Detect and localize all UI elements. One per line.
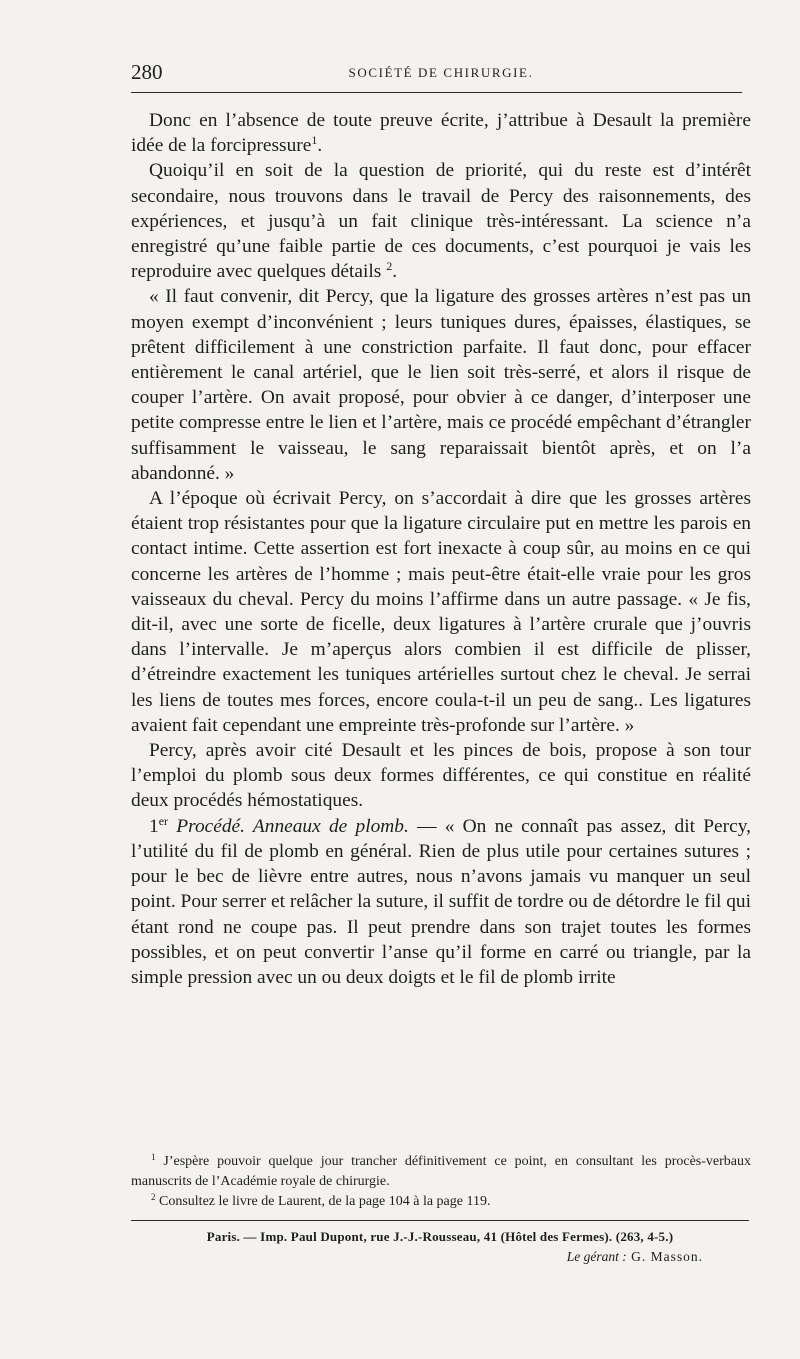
paragraph-2-text: Quoiqu’il en soit de la question de priorité, qui du reste est d’intérêt secondaire, nous trouvons dans le travail de Percy des raisonnements, des expériences, et jusqu’à un fait clinique très-intéressant. La science n’a enregistré qu’une faible partie de ces documents, c’est pourquoi je vais les reproduire avec quelques détails (131, 160, 751, 283)
page-number: 280 (131, 60, 163, 84)
paragraph-6-text: — « On ne connaît pas assez, dit Percy, l’utilité du fil de plomb en général. Rien de plus utile pour certaines sutures ; pour le bec de lièvre entre autres, nous n’avons jamais vu manquer un seul point. Pour serrer et relâcher la suture, il suffit de tordre ou de détordre le fil qui étant rond ne coupe pas. Il peut prendre dans son trajet toutes les formes possibles, et on peut convertir l’anse qu’il forme en carré ou triangle, par la simple pression avec un ou deux doigts et le fil de plomb irrite (131, 815, 752, 988)
footer-rule (131, 1220, 749, 1221)
procedure-heading: Procédé. Anneaux de plomb. (176, 815, 409, 837)
footnote-2-mark: 2 (151, 1192, 156, 1202)
body-text (131, 108, 751, 990)
imprint (131, 1227, 749, 1267)
gerant-label: Le gérant : (566, 1249, 627, 1264)
signature (131, 1247, 749, 1267)
paragraph-1 (131, 108, 751, 158)
paragraph-2 (131, 158, 751, 284)
gerant-name: G. Masson. (626, 1249, 703, 1264)
footnote-ref-2: 2 (386, 259, 393, 274)
header-rule (131, 92, 742, 93)
paragraph-2-end: . (392, 261, 398, 283)
page-header (131, 56, 751, 90)
paragraph-1-end: . (317, 135, 323, 157)
procedure-ordinal: er (158, 813, 169, 828)
footnotes (131, 1152, 751, 1212)
footnote-2 (131, 1192, 751, 1212)
footnote-1-text: J’espère pouvoir quelque jour trancher définitivement ce point, en consultant les procès-verbaux manuscrits de l’Académie royale de chirurgie. (131, 1154, 751, 1189)
footnote-2-text: Consultez le livre de Laurent, de la page 104 à la page 119. (155, 1194, 491, 1209)
paragraph-4: A l’époque où écrivait Percy, on s’accordait à dire que les grosses artères étaient trop résistantes pour que la ligature circulaire put en mettre les parois en contact intime. Cette assertion est fort inexacte à coup sûr, au moins en ce qui concerne les artères de l’homme ; mais peut-être était-elle vraie pour les gros vaisseaux du cheval. Percy du moins l’affirme dans un autre passage. « Je fis, dit-il, avec une sorte de ficelle, deux ligatures à l’artère crurale que j’ouvris dans l’intervalle. Je m’aperçus alors combien il est difficile de plisser, d’étreindre exactement les tuniques artérielles surtout chez le cheval. Je serrai les liens de toutes mes forces, encore coula-t-il un peu de sang.. Les ligatures avaient fait cependant une empreinte très-profonde sur l’artère. » (131, 488, 751, 736)
procedure-number: 1 (149, 815, 159, 837)
printer-line: Paris. — Imp. Paul Dupont, rue J.-J.-Rousseau, 41 (Hôtel des Fermes). (263, 4-5.) (206, 1229, 674, 1244)
footnote-ref-1: 1 (311, 133, 318, 148)
footnote-1-mark: 1 (151, 1152, 156, 1162)
paragraph-3: « Il faut convenir, dit Percy, que la ligature des grosses artères n’est pas un moyen exempt d’inconvénient ; leurs tuniques dures, épaisses, élastiques, se prêtent difficilement à une constriction parfaite. Il faut donc, pour effacer entièrement le canal artériel, que le lien soit très-serré, et alors il risque de couper l’artère. On avait proposé, pour obvier à ce danger, d’interposer une petite compresse entre le lien et l’artère, mais ce procédé empêchant d’étrangler suffisamment le vaisseau, le sang reparaissait bientôt après, et on l’a abandonné. » (131, 286, 751, 484)
paragraph-1-text: Donc en l’absence de toute preuve écrite, j’attribue à Desault la première idée de la forcipressure (131, 110, 751, 157)
footnote-1 (131, 1152, 751, 1192)
paragraph-5: Percy, après avoir cité Desault et les pinces de bois, propose à son tour l’emploi du plomb sous deux formes différentes, ce qui constitue en réalité deux procédés hémostatiques. (131, 740, 751, 812)
running-title: SOCIÉTÉ DE CHIRURGIE. (348, 65, 534, 80)
paragraph-6 (131, 814, 751, 990)
